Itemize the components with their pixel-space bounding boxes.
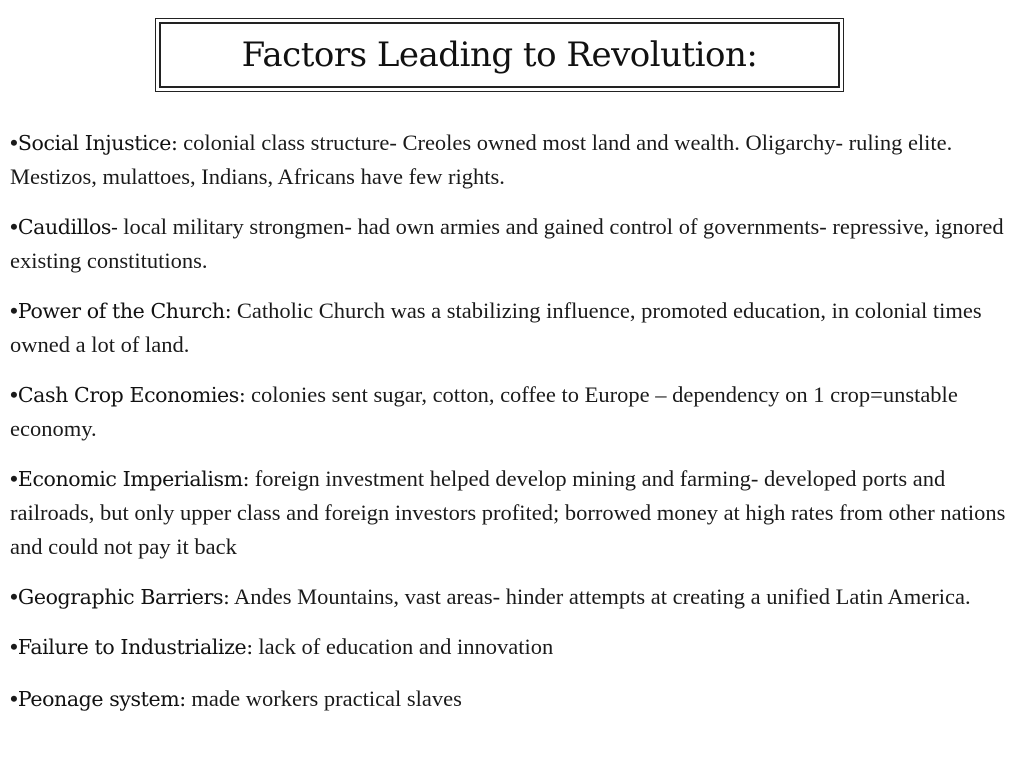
bullet-term: Power of the Church: [17,299,232,323]
bullet-text: colonial class structure- Creoles owned most land and wealth. Oligarchy- ruling elite. Mestizos, mulattoes, Indians, Africans have few rights. [10,130,953,189]
bullet-item [10,378,1014,446]
bullet-item [10,580,1014,614]
bullet-dot: • [10,466,18,491]
bullet-term: Social Injustice: [17,131,178,155]
slide-title: Factors Leading to Revolution: [241,35,758,75]
bullet-item [10,210,1014,278]
bullet-term: Failure to Industrialize: [17,635,253,659]
bullet-text: local military strongmen- had own armies and gained control of governments- repressive, ignored existing constitutions. [10,214,1004,273]
bullet-dot: • [10,130,18,155]
bullet-text: lack of education and innovation [252,634,554,659]
bullet-dot: • [10,634,18,659]
bullet-dot: • [10,298,18,323]
bullet-item [10,126,1014,194]
bullet-text: foreign investment helped develop mining and farming- developed ports and railroads, but only upper class and foreign investors profited; borrowed money at high rates from other nations and could not pay it back [10,466,1006,559]
bullet-term: Peonage system: [17,687,186,711]
bullet-text: Catholic Church was a stabilizing influence, promoted education, in colonial times owned a lot of land. [10,298,982,357]
bullet-dot: • [10,686,18,711]
bullet-text: made workers practical slaves [185,686,462,711]
bullet-list [10,126,1014,732]
bullet-dot: • [10,214,18,239]
bullet-text: Andes Mountains, vast areas- hinder attempts at creating a unified Latin America. [229,584,971,609]
title-box [159,22,840,88]
bullet-term: Caudillos- [17,215,118,239]
bullet-dot: • [10,382,18,407]
bullet-item [10,462,1014,564]
bullet-dot: • [10,584,18,609]
bullet-text: colonies sent sugar, cotton, coffee to Europe – dependency on 1 crop=unstable economy. [10,382,958,441]
bullet-item [10,682,1014,716]
bullet-item [10,630,1014,664]
bullet-term: Geographic Barriers: [17,585,230,609]
bullet-term: Economic Imperialism: [17,467,250,491]
bullet-term: Cash Crop Economies: [17,383,246,407]
bullet-item [10,294,1014,362]
